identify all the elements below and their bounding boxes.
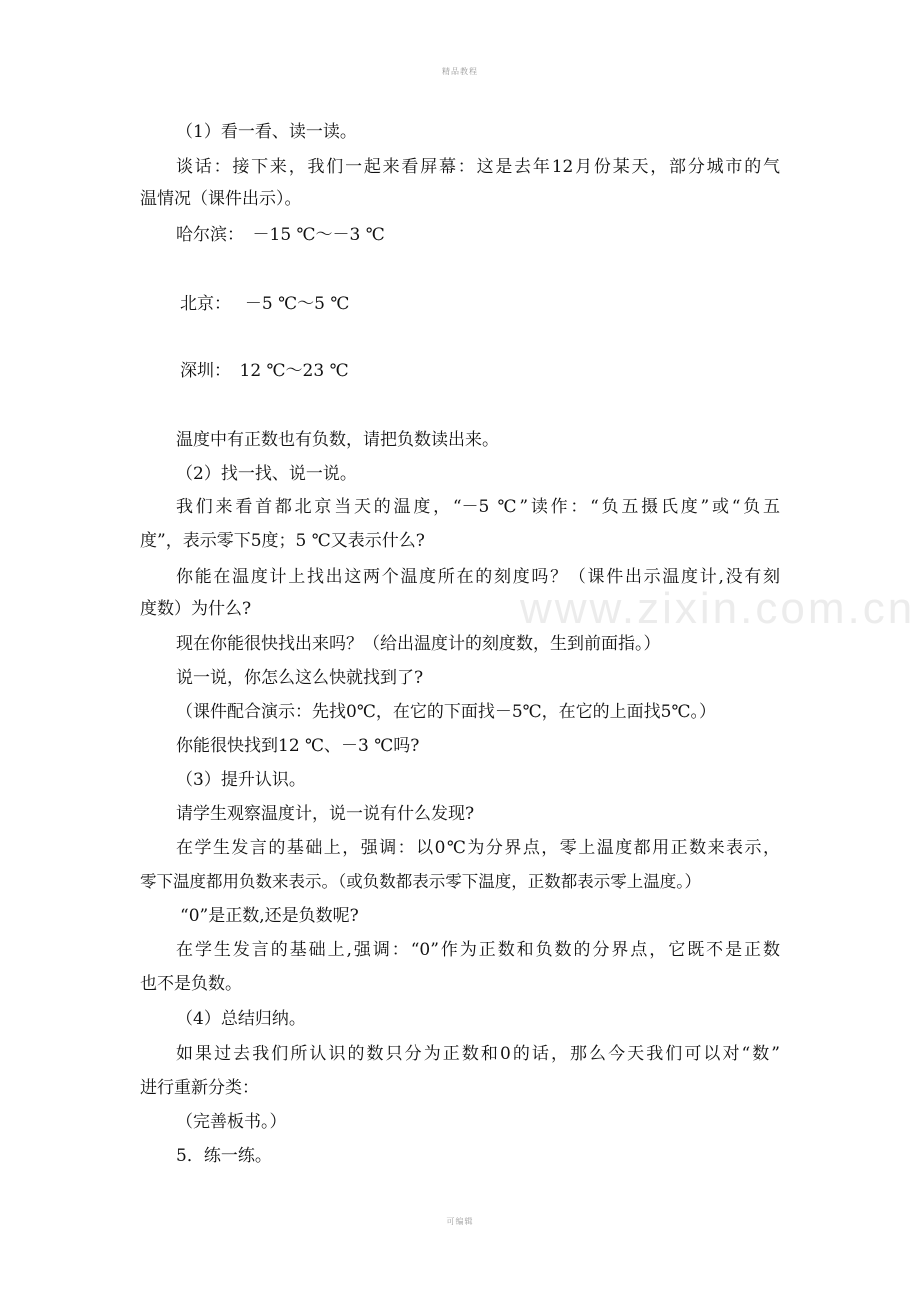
section-heading-5: 5．练一练。 [176, 1146, 272, 1166]
watermark: www.zixin.com.cn [520, 584, 916, 633]
paragraph-line: 说一说，你怎么这么快就找到了? [176, 668, 424, 688]
paragraph-line: 在学生发言的基础上，强调：以0℃为分界点，零上温度都用正数来表示， [176, 838, 780, 858]
section-heading-3: （3）提升认识。 [176, 770, 306, 790]
paragraph-line: （完善板书。） [176, 1112, 287, 1132]
paragraph-line: 温情况（课件出示）。 [140, 189, 302, 209]
section-heading-4: （4）总结归纳。 [176, 1009, 306, 1029]
page-header: 精品教程 [442, 67, 478, 76]
paragraph-line: 温度中有正数也有负数，请把负数读出来。 [176, 430, 499, 450]
city-temperature-beijing: 北京： －5 ℃～5 ℃ [180, 294, 350, 314]
paragraph-line: 度”，表示零下5度；5 ℃又表示什么? [140, 531, 425, 551]
city-temperature-harbin: 哈尔滨： －15 ℃～－3 ℃ [176, 225, 385, 245]
paragraph-line: 谈话：接下来，我们一起来看屏幕：这是去年12月份某天，部分城市的气 [176, 157, 780, 177]
paragraph-line: （课件配合演示：先找0℃，在它的下面找－5℃，在它的上面找5℃。） [176, 702, 716, 722]
paragraph-line: 你能在温度计上找出这两个温度所在的刻度吗？（课件出示温度计,没有刻 [176, 567, 780, 587]
paragraph-line: 现在你能很快找出来吗？（给出温度计的刻度数，生到前面指。） [176, 634, 661, 654]
paragraph-line: 请学生观察温度计，说一说有什么发现? [176, 804, 475, 824]
paragraph-line: “0”是正数,还是负数呢? [180, 906, 359, 926]
section-heading-1: （1）看一看、读一读。 [176, 122, 357, 142]
paragraph-line: 零下温度都用负数来表示。（或负数都表示零下温度，正数都表示零上温度。） [140, 872, 701, 891]
city-temperature-shenzhen: 深圳： 12 ℃～23 ℃ [180, 361, 349, 381]
page-footer: 可编辑 [446, 1217, 474, 1226]
paragraph-line: 度数）为什么? [140, 599, 252, 619]
paragraph-line: 你能很快找到12 ℃、－3 ℃吗? [176, 736, 420, 756]
paragraph-line: 我们来看首都北京当天的温度，“－5 ℃”读作：“负五摄氏度”或“负五 [176, 497, 780, 517]
paragraph-line: 进行重新分类： [140, 1078, 259, 1098]
paragraph-line: 在学生发言的基础上,强调：“0”作为正数和负数的分界点，它既不是正数 [176, 940, 780, 960]
paragraph-line: 如果过去我们所认识的数只分为正数和0的话，那么今天我们可以对“数” [176, 1044, 780, 1064]
section-heading-2: （2）找一找、说一说。 [176, 464, 357, 484]
paragraph-line: 也不是负数。 [140, 974, 242, 994]
